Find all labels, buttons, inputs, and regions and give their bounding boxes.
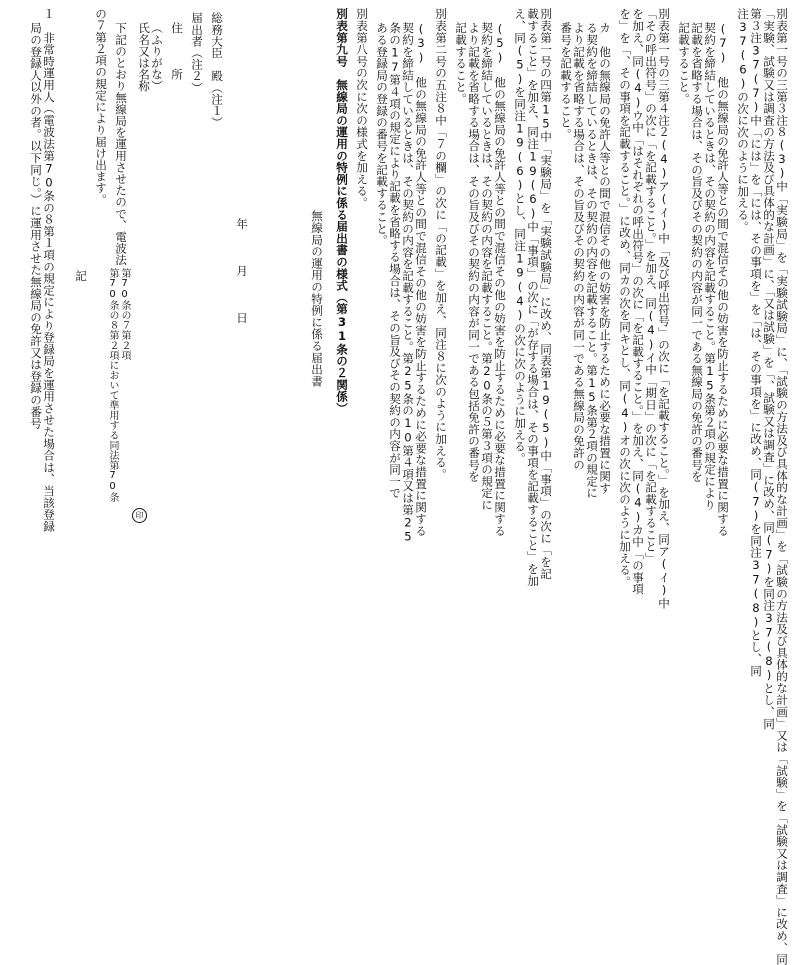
text-column: 「実験、試験又は調査の方法及び具体的な計画」に、「又は試験」を「、試験又は調査」に改め、同(7)を同注37(8)とし、同 xyxy=(762,8,776,730)
text-column: (3) 他の無線局の免許人等との間で混信その他の妨害を防止するために必要な措置に関する xyxy=(414,22,428,537)
text-column: を加え、同(4)ウ中「はそれぞれの呼出符号」の次に「を記載すること。」を加え、同(4)カ中「の事項 xyxy=(631,8,645,595)
text-column: (7) 他の無線局の免許人等との間で混信その他の妨害を防止するために必要な措置に関する xyxy=(716,22,730,537)
applicant-furigana-label: （ふりがな） xyxy=(150,22,164,92)
text-column: ある登録局の登録の番号を記載すること。 xyxy=(375,22,389,247)
text-column: 注37(6)の次に次のように加える。 xyxy=(736,8,750,233)
date-month: 月 xyxy=(235,265,249,277)
date-year: 年 xyxy=(235,218,249,230)
body-text: 下記のとおり無線局を運用させたので、電波法 xyxy=(114,22,128,266)
text-column: 載すること」を加え、同注19(6)中「事項」の次に「が存する場合は、その事項を記載すること」を加 xyxy=(526,8,540,587)
text-column: 第３注37(7)中「には」を「には、その事項を」を「は、その事項を」に改め、同(7)を同注37(8)とし、同 xyxy=(749,8,763,677)
text-column: 別表第一号の四第15中「実験局」を「実験試験局」に改め、同表第19(5)中「事項」の次に「を記 xyxy=(539,8,553,580)
text-column: 「その呼出符号」の次に「を記載すること。」を加え、同(4)イ中「期日」の次に「を記載すること」 xyxy=(644,8,658,564)
text-column: 契約を締結しているときは、その契約の内容を記載すること。第15条第２項の規定により xyxy=(703,22,717,511)
text-column: 局の登録人以外の者。以下同じ。）に運用させた無線局の免許又は登録の番号 xyxy=(29,22,43,430)
text-column: 別表第九号 無線局の運用の特例に係る届出書の様式（第31条の２関係） xyxy=(335,8,349,414)
text-column: 番号を記載すること。 xyxy=(559,22,573,140)
applicant-title: 届出者（注２） xyxy=(190,12,204,94)
fraction-top: 第70条の７第２項 xyxy=(119,268,130,360)
text-column: 条の17第４項の規定により記載を省略する場合は、その旨及びその契約の内容が同一で xyxy=(388,22,402,499)
text-column: 記載を省略する場合は、その旨及びその契約の内容が同一である無線局の免許の番号を xyxy=(690,22,704,483)
text-column: カ 他の無線局の免許人等との間で混信その他の妨害を防止するために必要な措置に関す xyxy=(598,22,612,494)
text-column: え、同(5)を同注19(6)とし、同注19(4)の次に次のように加える。 xyxy=(513,8,527,464)
text-column: を」を「、その事項を記載すること。」に改め、同カの次を同キとし、同(4)オの次に次のように加える。 xyxy=(618,8,632,588)
text-column: 無線局の運用の特例に係る届出書 xyxy=(310,210,324,387)
text-column: 記載すること。 xyxy=(454,22,468,105)
body-text-tail: の７第２項の規定により届け出ます。 xyxy=(94,8,108,206)
text-column: １ 非常時運用人（電波法第70条の８第１項の規定により登録局を運用させた場合は、当該登録 xyxy=(42,8,56,532)
text-column: 記載すること。 xyxy=(677,22,691,105)
text-column: より記載を省略する場合は、その旨及びその契約の内容が同一である包括免許の番号を xyxy=(467,22,481,483)
applicant-name-label: 氏名又は名称 xyxy=(137,22,151,92)
text-column: (5) 他の無線局の免許人等との間で混信その他の妨害を防止するために必要な措置に関する xyxy=(493,22,507,537)
applicant-address-label: 住 所 xyxy=(170,22,184,80)
text-column: 契約を締結しているときは、その契約の内容を記載すること。第25条の10第４項又は第25 xyxy=(401,22,415,544)
addressee: 総務大臣 殿（注１） xyxy=(210,12,224,128)
fraction-bottom: 第70条の８第２項において準用する同法第70条 xyxy=(107,268,118,502)
text-column: 別表第一号の三第４注２(4)ア(ｲ)中「及び呼出符号」の次に「を記載すること。」を加え、同ア(ｲ)中 xyxy=(657,8,671,609)
seal-mark: 印 xyxy=(132,508,147,523)
text-column: る契約を締結しているときは、その契約の内容を記載すること。第15条第２項の規定に xyxy=(585,22,599,499)
text-column: 別表第二号の五注８中「７の欄」の次に「の記載」を加え、同注８に次のように加える。 xyxy=(434,8,448,480)
text-column: 別表第一号の三第３注８(3)中「実験局」を「実験試験局」に、「試験の方法及び具体的な計画」を「試験の方法及び具体的な計画」又は「試験」を「試験又は調査」に改め、同 xyxy=(775,8,789,965)
text-column: より記載を省略する場合は、その旨及びその契約の内容が同一である無線局の免許の xyxy=(572,22,586,471)
text-column: 契約を締結しているときは、その契約の内容を記載すること。第20条の５第３項の規定に xyxy=(480,22,494,511)
ki-heading: 記 xyxy=(74,270,88,282)
text-column: 別表第八号の次に次の様式を加える。 xyxy=(355,8,369,209)
date-day: 日 xyxy=(235,312,249,324)
